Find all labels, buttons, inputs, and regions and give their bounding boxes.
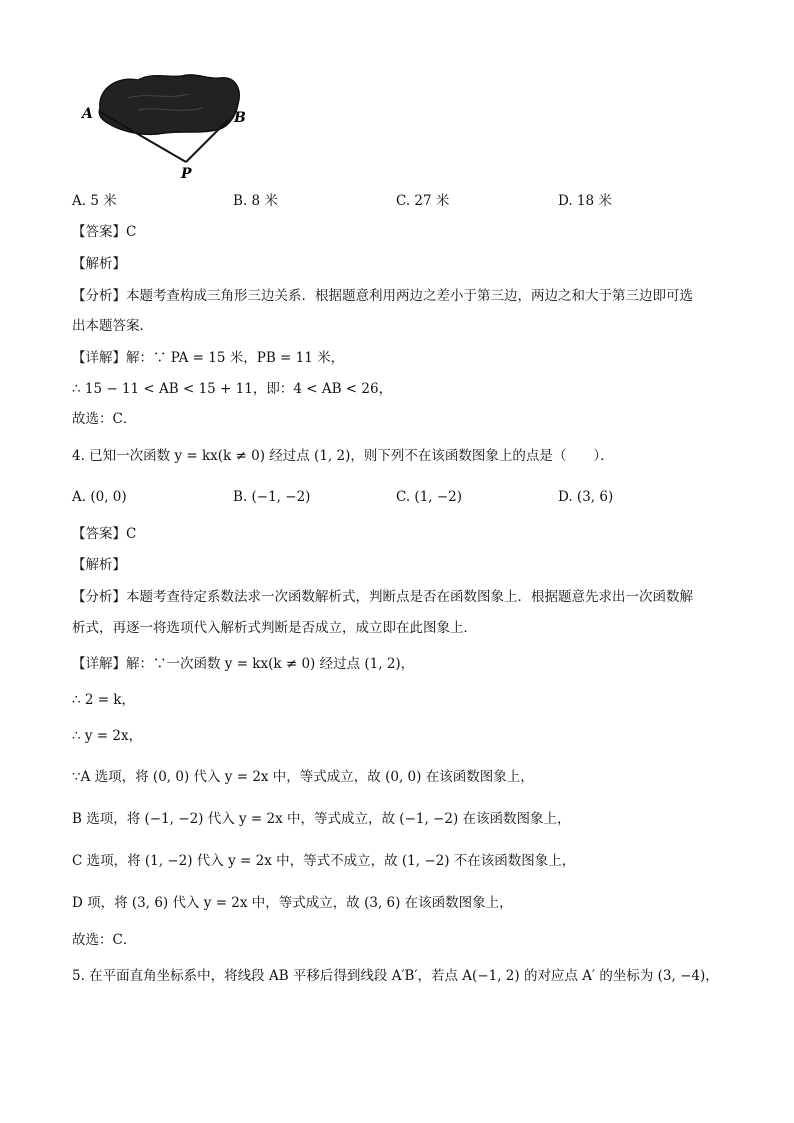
q3-choose: 故选：C． bbox=[72, 411, 137, 427]
q4-option-b: B. (−1, −2) bbox=[233, 489, 311, 505]
q3-answer: 【答案】C bbox=[72, 224, 137, 240]
q4-detail-b: B 选项，将 (−1, −2) 代入 y = 2x 中，等式成立，故 (−1, −2) 在该函数图象上， bbox=[72, 811, 571, 827]
q4-detail-1: 【详解】解：∵一次函数 y = kx(k ≠ 0) 经过点 (1, 2)， bbox=[72, 656, 415, 672]
q4-analysis-2: 析式，再逐一将选项代入解析式判断是否成立，成立即在此图象上． bbox=[72, 620, 477, 636]
q3-jiexi: 【解析】 bbox=[72, 256, 126, 272]
q3-option-b: B. 8 米 bbox=[233, 193, 278, 209]
q4-option-c: C. (1, −2) bbox=[396, 489, 463, 505]
q4-analysis-1: 【分析】本题考查待定系数法求一次函数解析式，判断点是否在函数图象上．根据题意先求出一次函数解 bbox=[72, 589, 693, 605]
q4-jiexi: 【解析】 bbox=[72, 557, 126, 573]
q3-analysis-2: 出本题答案． bbox=[72, 318, 153, 334]
label-a: A bbox=[82, 106, 93, 122]
label-b: B bbox=[234, 110, 246, 126]
q4-detail-c: C 选项，将 (1, −2) 代入 y = 2x 中，等式不成立，故 (1, −2) 不在该函数图象上， bbox=[72, 853, 576, 869]
q3-option-c: C. 27 米 bbox=[396, 193, 450, 209]
q3-detail-1: 【详解】解：∵ PA = 15 米，PB = 11 米， bbox=[72, 350, 345, 366]
pond-shape bbox=[99, 75, 239, 135]
q4-detail-a: ∵A 选项，将 (0, 0) 代入 y = 2x 中，等式成立，故 (0, 0) 在该函数图象上， bbox=[72, 769, 534, 785]
q4-detail-3: ∴ y = 2x， bbox=[72, 728, 143, 744]
q4-detail-2: ∴ 2 = k， bbox=[72, 692, 136, 708]
q4-detail-d: D 项，将 (3, 6) 代入 y = 2x 中，等式成立，故 (3, 6) 在该函数图象上， bbox=[72, 895, 513, 911]
q4-question: 4. 已知一次函数 y = kx(k ≠ 0) 经过点 (1, 2)，则下列不在该函数图象上的点是（ ）． bbox=[72, 448, 614, 464]
q5-question: 5. 在平面直角坐标系中，将线段 AB 平移后得到线段 A′B′，若点 A(−1, 2) 的对应点 A′ 的坐标为 (3, −4)， bbox=[72, 968, 719, 984]
q4-option-d: D. (3, 6) bbox=[558, 489, 614, 505]
q4-choose: 故选：C． bbox=[72, 932, 137, 948]
q3-detail-2: ∴ 15 − 11 < AB < 15 + 11，即：4 < AB < 26， bbox=[72, 381, 393, 397]
q3-analysis-1: 【分析】本题考查构成三角形三边关系．根据题意利用两边之差小于第三边，两边之和大于第三边即可选 bbox=[72, 288, 693, 304]
q4-answer: 【答案】C bbox=[72, 526, 137, 542]
label-p: P bbox=[181, 166, 192, 180]
q4-option-a: A. (0, 0) bbox=[72, 489, 127, 505]
q3-option-a: A. 5 米 bbox=[72, 193, 117, 209]
q3-option-d: D. 18 米 bbox=[558, 193, 612, 209]
pond-figure bbox=[78, 70, 268, 180]
